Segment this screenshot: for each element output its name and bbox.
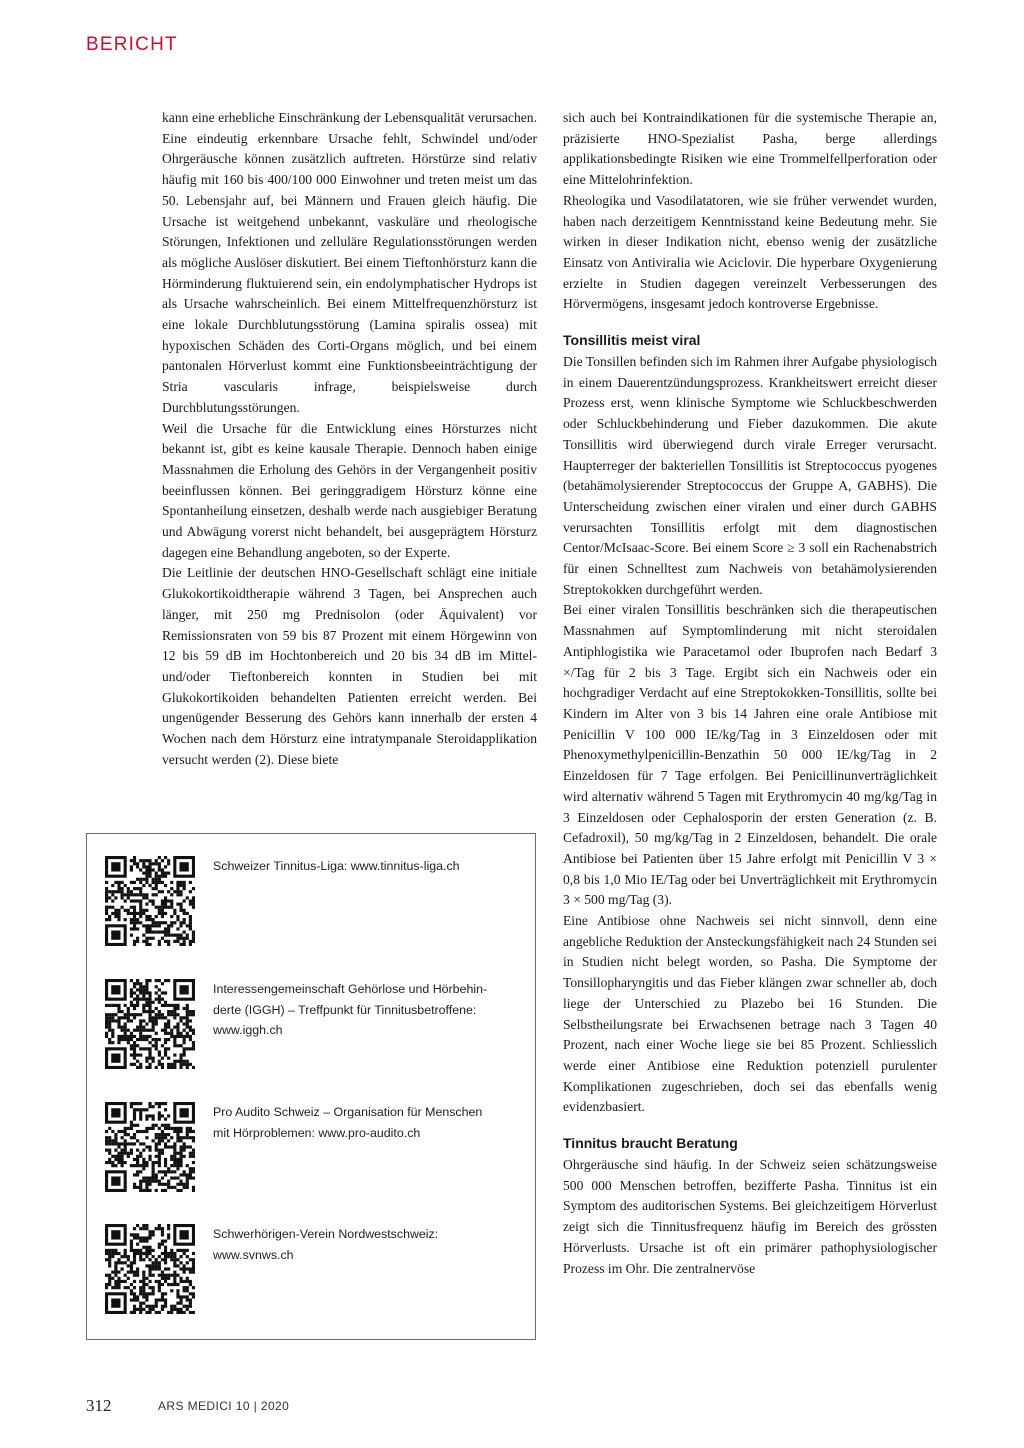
info-text [213, 856, 513, 877]
paragraph: Bei einer viralen Tonsillitis beschränken sich die therapeutischen Massnahmen auf Symptomlinderung mit nicht steroidalen Antiphlogistika wie Paracetamol oder Ibuprofen nach Bedarf 3 ×/Tag für 2 bis 3 Tage. Ergibt sich ein Nachweis oder ein hochgradiger Verdacht auf eine Streptokokken-Tonsillitis, sollte bei Kindern im Alter von 3 bis 14 Jahren eine orale Antibiose mit Penicillin V 100 000 IE/kg/Tag in 3 Einzeldosen oder mit Phenoxymethylpenicillin-Benzathin 50 000 IE/kg/Tag in 2 Einzeldosen für 7 Tage erfolgen. Bei Penicillinunverträglichkeit wird alternativ während 5 Tagen mit Erythromycin 40 mg/kg/Tag in 3 Einzeldosen oder Cephalosporin der ersten Generation (z. B. Cefadroxil), 50 mg/kg/Tag in 2 Einzeldosen, behandelt. Die orale Antibiose bei Patienten über 15 Jahre erfolgt mit Penicillin V 3 × 0,8 bis 1,0 Mio IE/Tag oder bei Unverträglichkeit mit Erythromycin 3 × 500 mg/Tag (3). [563, 602, 937, 908]
paragraph: kann eine erhebliche Einschränkung der Lebensqualität verursachen. Eine eindeutig erkennbare Ursache fehlt, Schwindel und/oder Ohrgeräusche können zusätzlich auftreten. Hörstürze sind relativ häufig mit 160 bis 400/100 000 Einwohner und treten meist um das 50. Lebensjahr auf, bei Männern und Frauen gleich häufig. Die Ursache ist weitgehend unbekannt, vaskuläre und rheologische Störungen, Infektionen und zelluläre Regulationsstörungen werden als mögliche Auslöser diskutiert. Bei einem Tieftonhörsturz kann die Hörminderung fluktuierend sein, ein endolymphatischer Hydrops ist als Ursache wahrscheinlich. Bei einem Mittelfrequenzhörsturz ist eine lokale Durchblutungsstörung (Lamina spiralis ossea) mit hypoxischen Schäden des Corti-Organs möglich, und bei einem pantonalen Hörverlust kommt eine Funktionsbeeinträchtigung der Stria vascularis infrage, beispielsweise durch Durchblutungsstörungen. [162, 110, 537, 415]
paragraph: Die Tonsillen befinden sich im Rahmen ihrer Aufgabe physiologisch in einem Dauerentzündungsprozess. Krankheitswert erreicht dieser Prozess erst, wenn klinische Symptome wie Schluckbeschwerden oder Schluckbehinderung und Fieber dazukommen. Die akute Tonsillitis wird überwiegend durch virale Erreger verursacht. Haupterreger der bakteriellen Tonsillitis ist Streptococcus pyogenes (betahämolysierender Streptococcus der Gruppe A, GABHS). Die Unterscheidung zwischen einer viralen und einer durch GABHS verursachten Tonsillitis erfolgt mit dem diagnostischen Centor/McIsaac-Score. Bei einem Score ≥ 3 soll ein Rachenabstrich für einen Schnelltest zum Nachweis von betahämolysierenden Streptokokken durchgeführt werden. [563, 354, 937, 597]
paragraph: Rheologika und Vasodilatatoren, wie sie früher verwendet wurden, haben nach derzeitigem Kenntnisstand keine Bedeutung mehr. Sie wirken in dieser Indikation nicht, ebenso wenig der zusätzliche Einsatz von Antiviralia wie Aciclovir. Die hyperbare Oxygenierung erzielte in Studien dagegen vereinzelt Verbesserungen des Hörvermögens, insgesamt jedoch kontroverse Ergebnisse. [563, 192, 937, 312]
paragraph: Weil die Ursache für die Entwicklung eines Hörsturzes nicht bekannt ist, gibt es keine kausale Therapie. Dennoch haben einige Massnahmen die Erholung des Gehörs in der Vergangenheit positiv beeinflussen können. Bei geringgradigem Hörsturz könne eine Spontanheilung einsetzen, deshalb werde nach ausgiebiger Beratung und Abwägung vorerst nicht behandelt, bei ausgeprägtem Hörsturz dagegen eine Behandlung angeboten, so der Experte. [162, 420, 537, 560]
info-line: www.svnws.ch [213, 1247, 294, 1262]
subheading-tinnitus: Tinnitus braucht Beratung [563, 1135, 738, 1152]
info-text [213, 979, 513, 1041]
qr-code-icon[interactable] [105, 1224, 195, 1314]
qr-code-icon[interactable] [105, 856, 195, 946]
qr-code-icon[interactable] [105, 1102, 195, 1192]
info-line: Pro Audito Schweiz – Organisation für Menschen [213, 1105, 483, 1119]
paragraph: sich auch bei Kontraindikationen für die systemische Therapie an, präzisierte HNO-Spezialist Pasha, berge allerdings applikationsbedingte Risiken wie eine Trommelfellperforation oder eine Mittelohrinfektion. [563, 110, 937, 188]
paragraph: Ohrgeräusche sind häufig. In der Schweiz seien schätzungsweise 500 000 Menschen betroffen, bezifferte Pasha. Tinnitus ist ein Symptom des auditorischen Systems. Bei gleichzeitigem Hörverlust zeigt sich die Tinnitusfrequenz häufig im Bereich des grössten Hörverlusts. Ursache ist oft ein primärer pathophysiologischer Prozess im Ohr. Die zentralnervöse [563, 1157, 937, 1276]
page-number: 312 [86, 1396, 112, 1415]
subheading-tonsillitis: Tonsillitis meist viral [563, 332, 701, 349]
paragraph: Die Leitlinie der deutschen HNO-Gesellschaft schlägt eine initiale Glukokortikoidtherapie während 3 Tagen, bei Ansprechen auch länger, mit 250 mg Prednisolon (oder Äquivalent) vor Remissionsraten von 59 bis 87 Prozent mit einem Hörgewinn von 12 bis 59 dB im Hochtonbereich und 20 bis 34 dB im Mittel- und/oder Tieftonbereich konnten in Studien bei mit Glukokortikoiden behandelten Patienten erreicht werden. Bei ungenügender Besserung des Gehörs kann innerhalb der ersten 4 Wochen nach dem Hörsturz eine intratympanale Steroidapplikation versucht werden (2). Diese biete [162, 565, 537, 767]
info-line: derte (IGGH) – Treffpunkt für Tinnitusbetroffene: [213, 1002, 477, 1017]
article-left-column [162, 108, 537, 771]
info-line: Schweizer Tinnitus-Liga: www.tinnitus-liga.ch [213, 859, 460, 873]
paragraph: Eine Antibiose ohne Nachweis sei nicht sinnvoll, denn eine angebliche Reduktion der Ansteckungsfähigkeit nach 24 Stunden sei in Studien nicht belegt worden, so Pasha. Die Symptome der Tonsillopharyngitis und das Fieber klängen zwar schneller ab, doch liege der Unterschied zu Plazebo bei 16 Stunden. Die Selbstheilungsrate bei Erwachsenen betrage nach 3 Tagen 40 Prozent, nach einer Woche liege sie bei 85 Prozent. Schliesslich werde einer Antibiose eine Reduktion potenziell purulenter Komplikationen zugeschrieben, doch sei das ebenfalls wenig evidenzbasiert. [563, 913, 937, 1115]
info-text [213, 1224, 513, 1265]
info-line: mit Hörproblemen: www.pro-audito.ch [213, 1125, 421, 1140]
info-line: Schwerhörigen-Verein Nordwestschweiz: [213, 1227, 439, 1241]
article-right-column [563, 108, 937, 1279]
section-label: BERICHT [86, 34, 178, 55]
journal-footer: ARS MEDICI 10 | 2020 [158, 1399, 290, 1413]
qr-code-icon[interactable] [105, 979, 195, 1069]
info-text [213, 1102, 513, 1143]
info-box-links [86, 833, 536, 1340]
info-line: www.iggh.ch [213, 1023, 283, 1037]
info-line: Interessengemeinschaft Gehörlose und Hörbehin- [213, 982, 488, 996]
